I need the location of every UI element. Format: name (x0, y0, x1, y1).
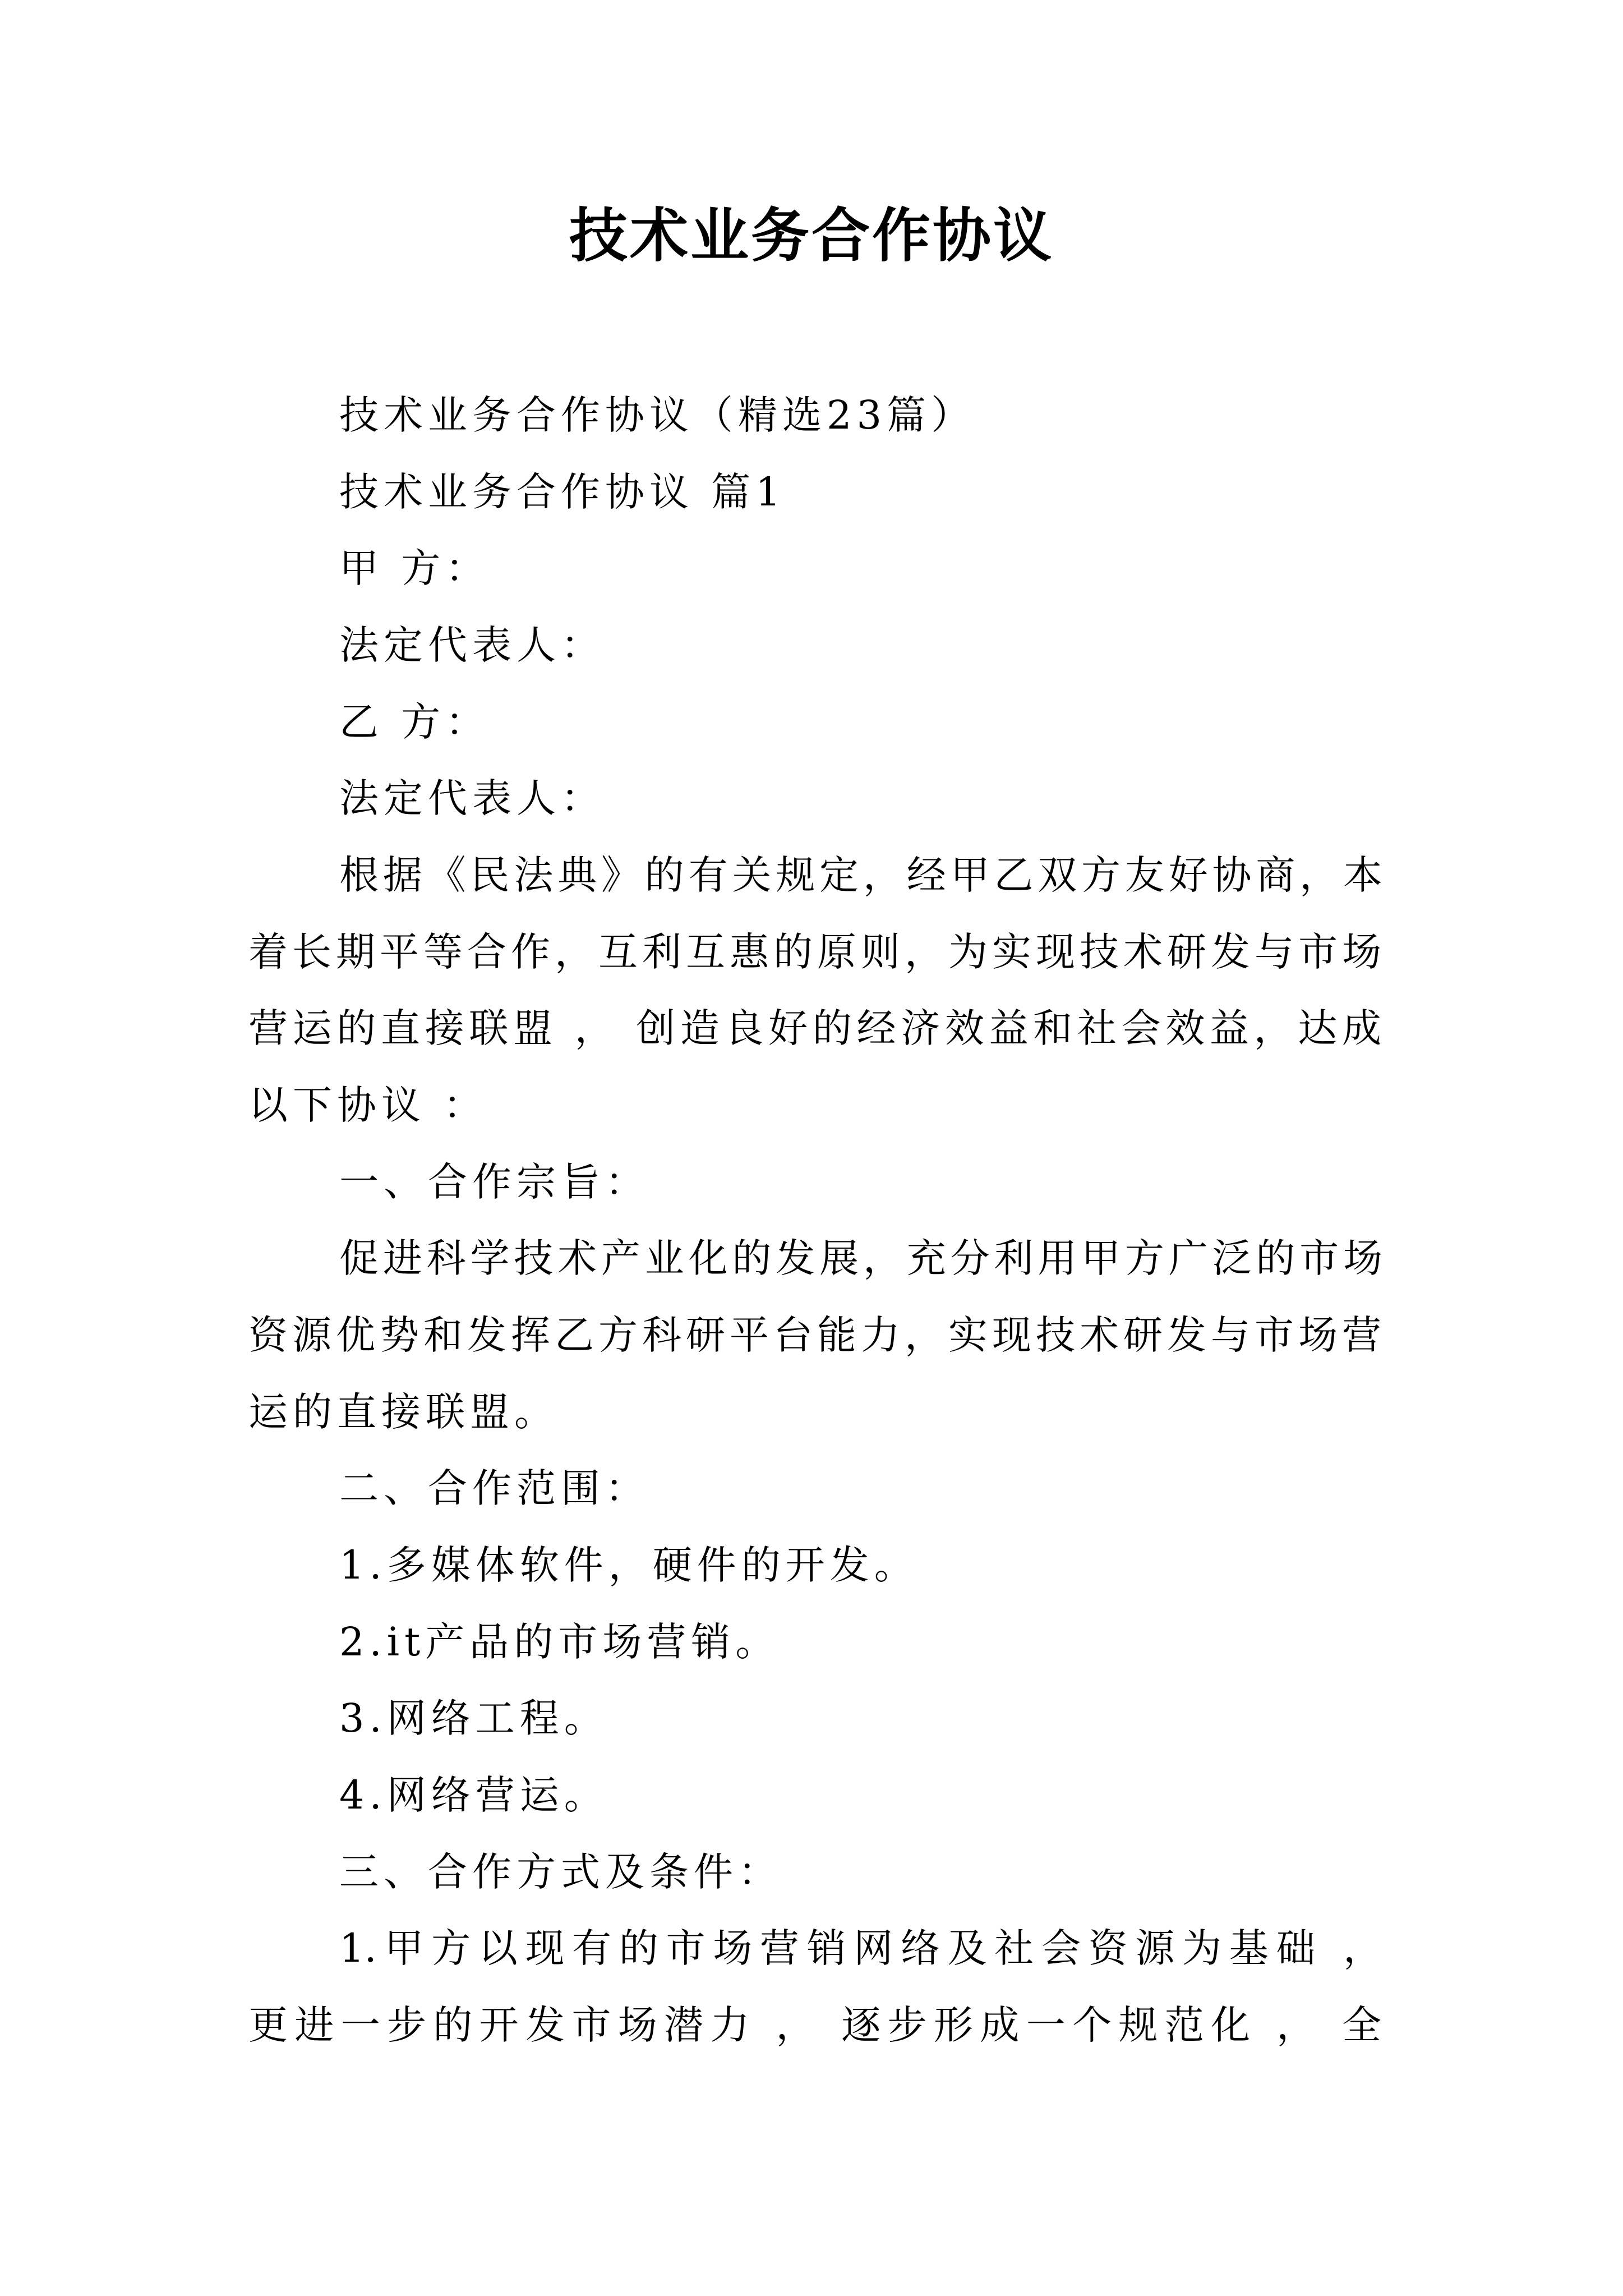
paragraph-line: 营运的直接联盟 ， 创造良好的经济效益和社会效益，达成 (248, 1005, 1381, 1051)
party-a-representative-label: 法定代表人： (339, 622, 605, 668)
list-item: 4.网络营运。 (339, 1772, 608, 1818)
clause-heading: 一、合作宗旨： (339, 1159, 649, 1205)
paragraph-line: 1.甲方以现有的市场营销网络及社会资源为基础 ， (339, 1925, 1382, 1971)
paragraph-line: 更进一步的开发市场潜力 ， 逐步形成一个规范化 ， 全 (248, 2002, 1381, 2048)
subtitle-line: 技术业务合作协议（精选23篇） (339, 392, 976, 438)
clause-heading: 二、合作范围： (339, 1465, 649, 1511)
section-heading: 技术业务合作协议 篇1 (339, 469, 786, 515)
party-b-label: 乙 方： (339, 699, 490, 745)
party-a-label: 甲 方： (339, 545, 490, 591)
list-item: 2.it产品的市场营销。 (339, 1619, 780, 1665)
document-title: 技术业务合作协议 (569, 201, 1054, 270)
list-item: 1.多媒体软件，硬件的开发。 (339, 1542, 919, 1588)
clause-heading: 三、合作方式及条件： (339, 1849, 782, 1895)
party-b-representative-label: 法定代表人： (339, 775, 605, 821)
paragraph-line: 根据《民法典》的有关规定，经甲乙双方友好协商，本 (339, 852, 1382, 898)
paragraph-line: 运的直接联盟。 (248, 1389, 559, 1435)
paragraph-line: 促进科学技术产业化的发展，充分利用甲方广泛的市场 (339, 1235, 1382, 1281)
list-item: 3.网络工程。 (339, 1695, 608, 1741)
paragraph-line: 着长期平等合作，互利互惠的原则，为实现技术研发与市场 (248, 929, 1381, 975)
paragraph-line: 资源优势和发挥乙方科研平台能力，实现技术研发与市场营 (248, 1312, 1381, 1358)
paragraph-line: 以下协议 ： (248, 1082, 488, 1128)
